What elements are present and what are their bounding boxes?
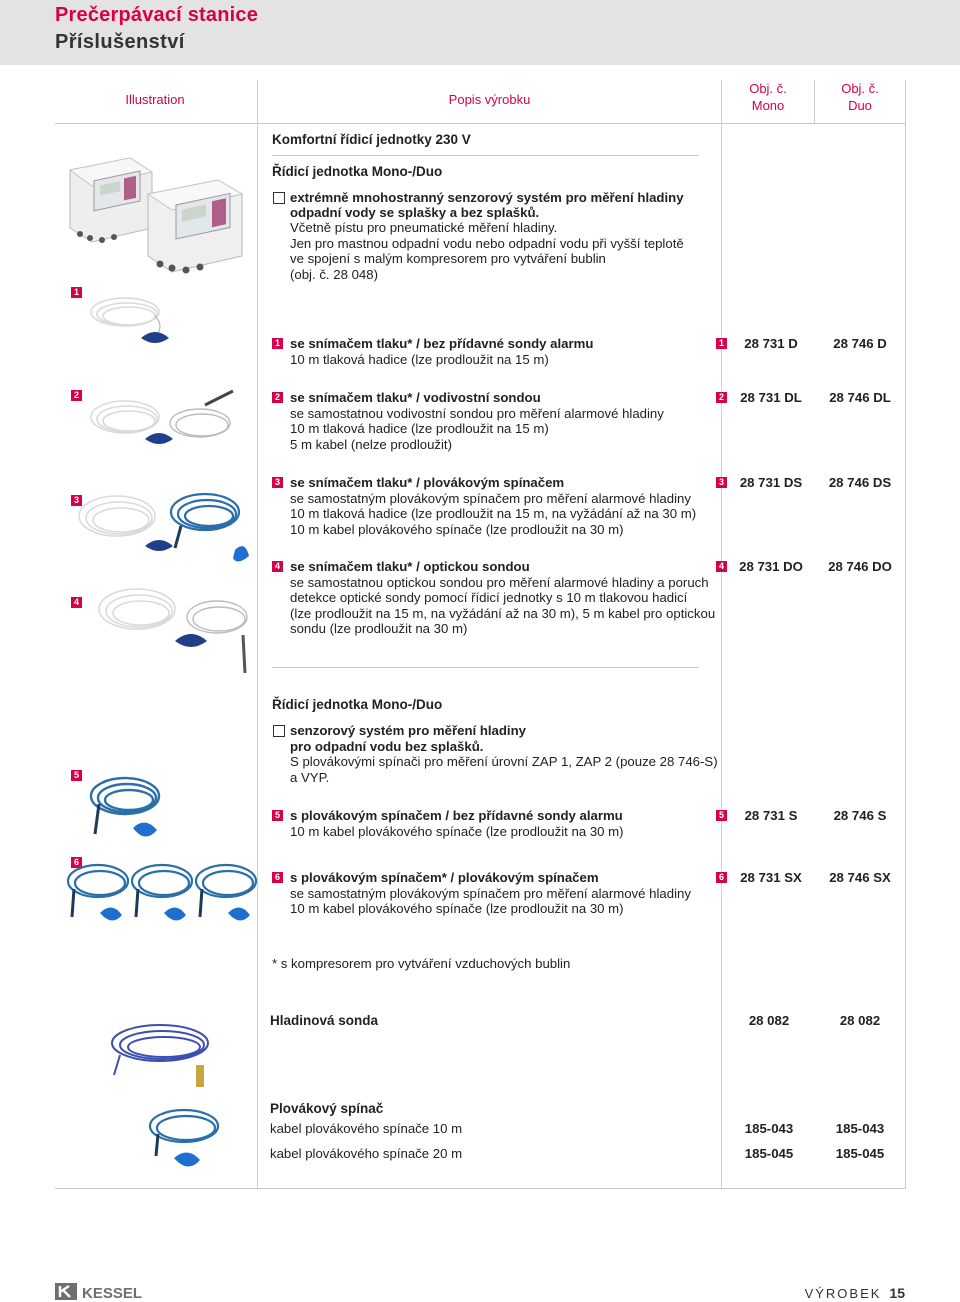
divider-right xyxy=(905,80,906,1189)
float-icon xyxy=(145,540,173,551)
item-line: se samostatným plovákovým spínačem pro měření alarmové hladiny xyxy=(290,491,691,506)
code-marker: 1 xyxy=(716,338,727,349)
item-marker: 1 xyxy=(272,338,283,349)
level-probe-illustration xyxy=(100,1015,220,1090)
section1-title: Komfortní řídicí jednotky 230 V xyxy=(272,132,471,147)
float-icon xyxy=(133,822,157,836)
item-line: se samostatnou vodivostní sondou pro měření alarmové hladiny xyxy=(290,406,664,421)
float-icon xyxy=(175,634,207,647)
float-icon xyxy=(228,907,250,920)
item-title: se snímačem tlaku* / vodivostní sondou xyxy=(290,390,541,405)
footnote: * s kompresorem pro vytváření vzduchových bublin xyxy=(272,956,571,971)
svg-text:KESSEL: KESSEL xyxy=(82,1285,143,1302)
float-switch-illustration xyxy=(85,768,170,853)
order-code-mono: 28 731 SX xyxy=(740,870,802,885)
float-switch-cable-illustration xyxy=(140,1100,225,1180)
divider-illustration xyxy=(257,80,258,1189)
page-title: Prečerpávací stanice xyxy=(55,4,259,26)
item-title: se snímačem tlaku* / optickou sondou xyxy=(290,559,530,574)
item-line: detekce optické sondy pomocí řídicí jednotky s 10 m tlakovou hadicí xyxy=(290,590,688,605)
float-icon xyxy=(174,1152,200,1166)
order-code-duo: 28 746 SX xyxy=(829,870,891,885)
illustration-marker: 1 xyxy=(71,287,82,298)
order-code-duo: 185-043 xyxy=(835,1121,885,1136)
order-code-duo: 28 746 DL xyxy=(829,390,891,405)
col-header-duo: Obj. č. Duo xyxy=(841,81,879,113)
order-code-mono: 28 731 DO xyxy=(739,559,803,574)
table-bottom-rule xyxy=(55,1188,905,1189)
section3-title: Hladinová sonda xyxy=(270,1013,379,1028)
order-code-mono: 28 731 D xyxy=(744,336,798,351)
illustration-marker: 2 xyxy=(71,390,82,401)
item-line: 10 m tlaková hadice (lze prodloužit na 15 m) xyxy=(290,421,549,436)
code-marker: 5 xyxy=(716,810,727,821)
code-marker: 4 xyxy=(716,561,727,572)
col-header-description: Popis výrobku xyxy=(448,92,531,107)
order-code-duo: 28 082 xyxy=(839,1013,881,1028)
section1-desc: Včetně pístu pro pneumatické měření hladiny. xyxy=(290,220,558,235)
section2-desc: pro odpadní vodu bez splašků. xyxy=(290,739,484,754)
item-line: 10 m kabel plovákového spínače (lze prodloužit na 30 m) xyxy=(290,901,624,916)
order-code-mono: 28 731 DS xyxy=(739,475,803,490)
conductivity-probe-illustration xyxy=(85,385,245,460)
item-title: s plovákovým spínačem* / plovákovým spínačem xyxy=(290,870,599,885)
float-icon xyxy=(164,907,186,920)
section1-desc: (obj. č. 28 048) xyxy=(290,267,378,282)
item-line: 10 m tlaková hadice (lze prodloužit na 15 m, na vyžádání až na 30 m) xyxy=(290,506,697,521)
item-marker: 3 xyxy=(272,477,283,488)
pressure-hose-illustration xyxy=(85,290,195,360)
float-icon xyxy=(100,907,122,920)
checkbox-square-icon xyxy=(273,725,285,737)
item-line: se samostatným plovákovým spínačem pro měření alarmové hladiny xyxy=(290,886,691,901)
item-title: se snímačem tlaku* / plovákovým spínačem xyxy=(290,475,565,490)
section1-rule-bottom xyxy=(272,667,699,668)
section4-title: Plovákový spínač xyxy=(270,1101,384,1116)
order-code-mono: 185-043 xyxy=(744,1121,794,1136)
item-line: (lze prodloužit na 15 m, na vyžádání až na 30 m), 5 m kabel pro optickou xyxy=(290,606,716,621)
page-number: 15 xyxy=(889,1285,905,1301)
section1-desc: extrémně mnohostranný senzorový systém pro měření hladiny xyxy=(290,190,684,205)
order-code-duo: 28 746 D xyxy=(833,336,887,351)
float-icon xyxy=(145,433,173,444)
float-switch-set-illustration xyxy=(75,470,250,580)
item-line: 5 m kabel (nelze prodloužit) xyxy=(290,437,452,452)
col-header-mono: Obj. č. Mono xyxy=(749,81,787,113)
item-marker: 6 xyxy=(272,872,283,883)
page-subtitle: Příslušenství xyxy=(55,31,185,53)
item-title: se snímačem tlaku* / bez přídavné sondy alarmu xyxy=(290,336,594,351)
checkbox-square-icon xyxy=(273,192,285,204)
order-code-mono: 28 731 DL xyxy=(740,390,802,405)
illustration-marker: 5 xyxy=(71,770,82,781)
section2-desc: S plovákovými spínači pro měření úrovní ZAP 1, ZAP 2 (pouze 28 746-S) xyxy=(290,754,718,769)
float-switch-row-label: kabel plovákového spínače 20 m xyxy=(270,1146,463,1161)
item-line: 10 m kabel plovákového spínače (lze prodloužit na 30 m) xyxy=(290,824,624,839)
item-marker: 5 xyxy=(272,810,283,821)
footer-section: VÝROBEK xyxy=(804,1286,882,1301)
item-line: 10 m kabel plovákového spínače (lze prodloužit na 30 m) xyxy=(290,522,624,537)
illustration-marker: 4 xyxy=(71,597,82,608)
item-line: se samostatnou optickou sondou pro měření alarmové hladiny a poruch xyxy=(290,575,709,590)
order-code-duo: 28 746 DO xyxy=(828,559,892,574)
section1-unit-title: Řídicí jednotka Mono-/Duo xyxy=(272,164,443,179)
section1-desc: odpadní vody se splašky a bez splašků. xyxy=(290,205,540,220)
section1-desc: ve spojení s malým kompresorem pro vytváření bublin xyxy=(290,251,606,266)
section2-desc: senzorový systém pro měření hladiny xyxy=(290,723,526,738)
control-unit-icon xyxy=(148,180,242,274)
divider-mono xyxy=(814,80,815,123)
item-line: sondu (lze prodloužit na 30 m) xyxy=(290,621,468,636)
order-code-mono: 28 082 xyxy=(748,1013,790,1028)
float-icon xyxy=(141,332,169,343)
table-header-rule xyxy=(55,123,905,124)
illustration-marker: 6 xyxy=(71,857,82,868)
code-marker: 2 xyxy=(716,392,727,403)
page-footer-label xyxy=(805,1285,905,1301)
code-marker: 6 xyxy=(716,872,727,883)
order-code-duo: 28 746 DS xyxy=(828,475,892,490)
section1-rule-top xyxy=(272,155,699,156)
section2-desc: a VYP. xyxy=(290,770,330,785)
page-header xyxy=(0,0,960,65)
order-code-mono: 28 731 S xyxy=(744,808,798,823)
float-switch-row-label: kabel plovákového spínače 10 m xyxy=(270,1121,463,1136)
brand-logo xyxy=(55,1282,165,1302)
probe-icon xyxy=(196,1065,204,1087)
control-unit-icon xyxy=(70,158,152,243)
control-unit-illustration xyxy=(60,150,250,275)
illustration-marker: 3 xyxy=(71,495,82,506)
float-icon xyxy=(233,546,249,561)
float-switch-triple-illustration xyxy=(60,855,255,940)
divider-description xyxy=(721,80,722,1189)
section2-unit-title: Řídicí jednotka Mono-/Duo xyxy=(272,697,443,712)
item-marker: 2 xyxy=(272,392,283,403)
order-code-duo: 185-045 xyxy=(835,1146,885,1161)
order-code-mono: 185-045 xyxy=(744,1146,794,1161)
item-marker: 4 xyxy=(272,561,283,572)
item-title: s plovákovým spínačem / bez přídavné sondy alarmu xyxy=(290,808,623,823)
code-marker: 3 xyxy=(716,477,727,488)
optical-probe-illustration xyxy=(95,565,255,680)
order-code-duo: 28 746 S xyxy=(833,808,887,823)
col-header-illustration: Illustration xyxy=(125,92,185,107)
section1-desc: Jen pro mastnou odpadní vodu nebo odpadní vodu při vyšší teplotě xyxy=(290,236,684,251)
item-line: 10 m tlaková hadice (lze prodloužit na 15 m) xyxy=(290,352,549,367)
